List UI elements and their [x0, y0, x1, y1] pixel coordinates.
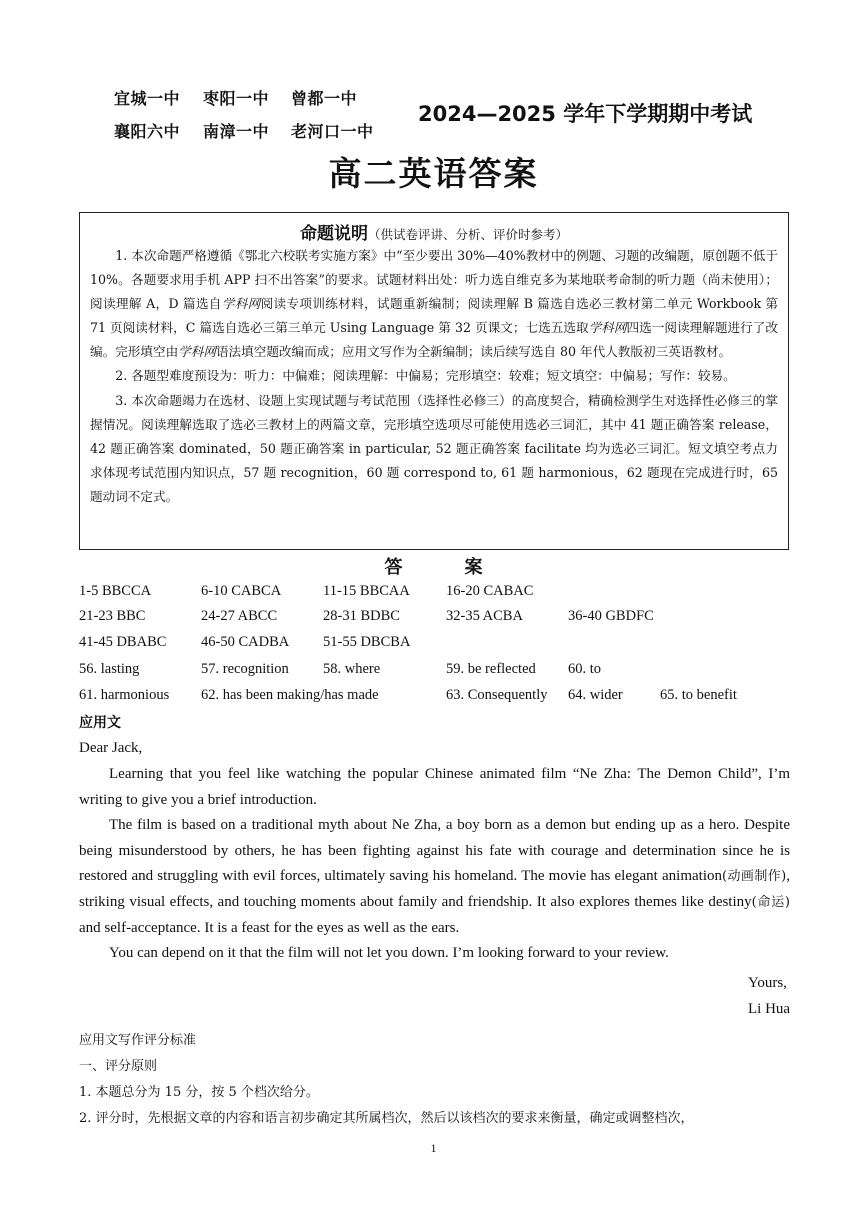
letter-closing: Yours,: [748, 975, 787, 991]
answer-cell: 21-23 BBC: [79, 608, 146, 624]
note-heading: [80, 219, 788, 244]
answer-cell: 56. lasting: [79, 661, 140, 677]
note-text: 1. 本次命题严格遵循《鄂北六校联考实施方案》中“至少要出 30%—40%教材中的例题、习题的改编题，原创题不低于 10%。各题要求用手机 APP 扫不出答案”的要求。试题材料出处：听力选自维克多为某地联考命制的听力题（尚未使用）；阅读理解 A，D 篇选自: [90, 248, 778, 312]
school-name: 老河口一中: [291, 122, 374, 141]
note-text: 语法填空题改编而成；应用文写作为全新编制；读后续写选自 80 年代人教版初三英语教材。: [215, 344, 732, 360]
letter-paragraph-3: You can depend on it that the film will not let you down. I’m looking forward to your review.: [109, 945, 669, 962]
note-text: 阅读专项训练材料，试题重新编制；阅读理解 B 篇选自选必三教材第二单元 Workbook 第 71 页阅读材料，C 篇选自选必三第三单元 Using Language 第 32 页课文；七选五选取: [90, 296, 779, 336]
writing-label: 应用文: [79, 715, 121, 731]
letter-text: , striking visual effects, and touching moments about family and friendship. It also explores themes like destiny: [79, 868, 790, 910]
exam-title: 2024—2025 学年下学期期中考试: [418, 102, 753, 126]
school-name: 南漳一中: [203, 122, 270, 141]
school-name: 曾都一中: [291, 89, 358, 108]
answers-heading: 答 案: [384, 557, 505, 578]
answer-cell: 65. to benefit: [660, 687, 737, 703]
answer-cell: 51-55 DBCBA: [323, 634, 411, 650]
answer-cell: 57. recognition: [201, 661, 289, 677]
school-name: 宜城一中: [114, 89, 181, 108]
source-name: 学科网: [221, 296, 261, 312]
letter-text: and self-acceptance. It is a feast for the eyes as well as the ears.: [79, 919, 460, 936]
letter-body: [79, 762, 790, 967]
note-text: 四选一阅读理解题进行了改编。完形填空由: [90, 320, 779, 360]
note-paragraph-1: [90, 244, 778, 364]
note-paragraph-3: 3. 本次命题竭力在选材、设题上实现试题与考试范围（选择性必修三）的高度契合，精确检测学生对选择性必修三的掌握情况。阅读理解选取了选必三教材上的两篇文章，完形填空选项尽可能使用选必三词汇，其中 41 题正确答案 release，42 题正确答案 dominated，50 题正确答案 in particular, 52 题正确答案 facilitate 均为选必三词汇。短文填空考点力求体现考试范围内知识点，57 题 recognition，60 题 correspond to, 61 题 harmonious，62 题现在完成进行时，65 题动词不定式。: [90, 392, 778, 504]
answer-cell: 63. Consequently: [446, 687, 548, 703]
answer-cell: 41-45 DBABC: [79, 634, 167, 650]
criteria-section-heading: 一、评分原则: [79, 1059, 158, 1074]
answer-cell: 1-5 BBCCA: [79, 583, 152, 599]
criteria-item: 2. 评分时，先根据文章的内容和语言初步确定其所属档次，然后以该档次的要求来衡量，确定或调整档次，: [79, 1111, 694, 1126]
answer-cell: 36-40 GBDFC: [568, 608, 654, 624]
chinese-gloss: (命运): [751, 894, 790, 910]
criteria-item: 1. 本题总分为 15 分，按 5 个档次给分。: [79, 1085, 319, 1100]
answer-cell: 24-27 ABCC: [201, 608, 278, 624]
answer-cell: 64. wider: [568, 687, 623, 703]
letter-signature: Li Hua: [748, 1001, 791, 1017]
school-name: 枣阳一中: [203, 89, 270, 108]
school-name: 襄阳六中: [114, 122, 181, 141]
answer-cell: 61. harmonious: [79, 687, 170, 703]
page-number: 1: [430, 1141, 437, 1155]
chinese-gloss: (动画制作): [721, 869, 787, 885]
source-name: 学科网: [588, 320, 627, 336]
letter-paragraph-1: Learning that you feel like watching the popular Chinese animated film “Ne Zha: The Demon Child”, I’m writing to give you a brief introduction.: [79, 766, 790, 808]
letter-salutation: Dear Jack,: [79, 740, 143, 756]
answer-cell: 58. where: [323, 661, 381, 677]
note-subtitle: （供试卷评讲、分析、评价时参考）: [367, 227, 568, 242]
source-name: 学科网: [178, 344, 216, 360]
answer-cell: 46-50 CADBA: [201, 634, 290, 650]
proposition-note-box: [79, 212, 789, 550]
answer-cell: 60. to: [568, 661, 602, 677]
criteria-title: 应用文写作评分标准: [79, 1033, 197, 1048]
letter-text: The film is based on a traditional myth about Ne Zha, a boy born as a demon but ending up as a hero. Despite being misunderstood by others, he has been fighting against his fate with courage and determination since he is restored and struggling with evil forces, ultimately saving his homeland. The movie has elegant animation: [79, 817, 790, 885]
answer-cell: 11-15 BBCAA: [323, 583, 410, 599]
note-paragraph-2: 2. 各题型难度预设为：听力：中偏难；阅读理解：中偏易；完形填空：较难；短文填空：中偏易；写作：较易。: [115, 368, 736, 384]
answer-cell: 28-31 BDBC: [323, 608, 400, 624]
letter-paragraph-2: [79, 813, 790, 941]
note-title: 命题说明: [299, 224, 368, 244]
answer-cell: 16-20 CABAC: [446, 583, 534, 599]
page-title: 高二英语答案: [328, 154, 539, 193]
answer-cell: 59. be reflected: [446, 661, 536, 677]
answer-cell: 32-35 ACBA: [446, 608, 523, 624]
answer-cell: 6-10 CABCA: [201, 583, 282, 599]
answer-cell: 62. has been making/has made: [201, 687, 379, 703]
